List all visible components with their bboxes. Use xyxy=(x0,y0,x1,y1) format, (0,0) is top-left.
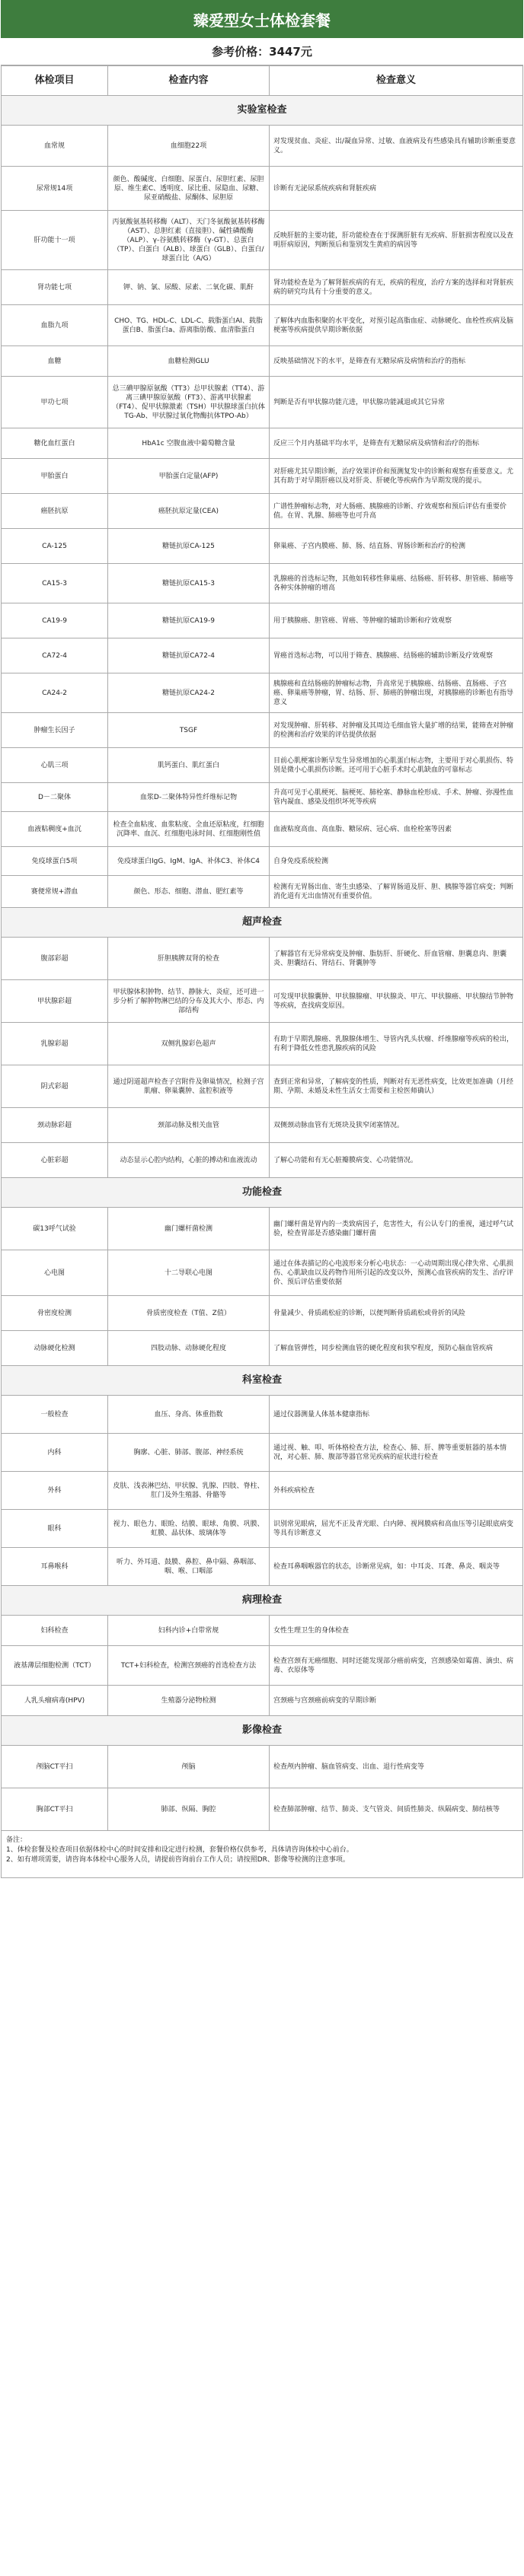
table-row xyxy=(2,377,523,428)
section-title: 实验室检查 xyxy=(2,96,523,126)
item-content: 肝胆胰脾双肾的检查 xyxy=(108,938,270,980)
item-content: 颈部动脉及相关血管 xyxy=(108,1108,270,1143)
table-row xyxy=(2,1023,523,1065)
item-name: 妇科检查 xyxy=(2,1616,108,1646)
item-content: 听力、外耳道、鼓膜、鼻腔、鼻中隔、鼻咽部、咽、喉、口咽部 xyxy=(108,1548,270,1586)
item-meaning: 宫颈癌与宫颈癌前病变的早期诊断 xyxy=(270,1686,523,1716)
footnote-line: 1、体检套餐及检查项目依据体检中心的时间安排和设定进行检测，套餐价格仅供参考，具体请咨询体检中心前台。 xyxy=(6,1846,353,1854)
table-row xyxy=(2,428,523,459)
item-name: 心电图 xyxy=(2,1250,108,1296)
table-row xyxy=(2,494,523,529)
item-content: 血糖检测GLU xyxy=(108,346,270,377)
item-name: 胸部CT平扫 xyxy=(2,1788,108,1831)
item-content: 颅脑 xyxy=(108,1746,270,1788)
item-meaning: 反应三个月内基础平均水平，是筛查有无糖尿病及病情和治疗的指标 xyxy=(270,428,523,459)
table-row xyxy=(2,270,523,305)
item-meaning: 可发现甲状腺囊肿、甲状腺腺瘤、甲状腺炎、甲亢、甲状腺癌、甲状腺结节肿物等疾病，查找病变原因。 xyxy=(270,980,523,1023)
item-name: 动脉硬化检测 xyxy=(2,1331,108,1366)
item-name: 血糖 xyxy=(2,346,108,377)
item-meaning: 反映基础情况下的水平，是筛查有无糖尿病及病情和治疗的指标 xyxy=(270,346,523,377)
section-header-row xyxy=(2,1366,523,1396)
table-row xyxy=(2,1686,523,1716)
section-title: 功能检查 xyxy=(2,1178,523,1208)
item-meaning: 广谱性肿瘤标志物，对大肠癌、胰腺癌的诊断、疗效观察和预后评估有重要价值。在胃、乳腺、肺癌等也可升高 xyxy=(270,494,523,529)
item-content: 生殖器分泌物检测 xyxy=(108,1686,270,1716)
item-name: CA15-3 xyxy=(2,564,108,603)
item-name: 颅脑CT平扫 xyxy=(2,1746,108,1788)
item-meaning: 有助于早期乳腺癌、乳腺腺体增生、导管内乳头状瘤、纤维腺瘤等疾病的检出，有利于降低女性患乳腺疾病的风险 xyxy=(270,1023,523,1065)
item-name: 免疫球蛋白5项 xyxy=(2,847,108,876)
item-content: 血细胞22项 xyxy=(108,126,270,167)
item-meaning: 通过在体表描记的心电波形来分析心电状态：一心动周期出现心律失常、心肌损伤、心肌缺血以及药物作用所引起的改变以外，预测心血管疾病的发生、治疗评价、预后评估重要依据 xyxy=(270,1250,523,1296)
table-row xyxy=(2,673,523,713)
table-row xyxy=(2,167,523,211)
item-name: 血常规 xyxy=(2,126,108,167)
item-meaning: 幽门螺杆菌是胃内的一类致病因子，危害性大，有公认专门的重视，通过呼气试验，检查胃部是否感染幽门螺杆菌 xyxy=(270,1208,523,1250)
item-name: 骨密度检测 xyxy=(2,1296,108,1331)
item-meaning: 目前心肌梗塞诊断早发生异常增加的心肌蛋白标志物，主要用于对心肌损伤、特别是微小心肌损伤诊断。还可用于心脏手术时心肌缺血的可靠标志 xyxy=(270,748,523,783)
item-meaning: 卵巢癌、子宫内膜癌、肺、肠、结直肠、胃肠诊断和治疗的检测 xyxy=(270,529,523,564)
item-content: 丙氨酸氨基转移酶（ALT）、天门冬氨酸氨基转移酶（AST）、总胆红素（直接胆）、碱性磷酸酶（ALP）、γ-谷氨酰转移酶（γ-GT）、总蛋白（TP）、白蛋白（ALB）、球蛋白（GLB）、白蛋白/球蛋白比（A/G） xyxy=(108,211,270,270)
table-row xyxy=(2,847,523,876)
table-row xyxy=(2,211,523,270)
reference-price: 参考价格：3447元 xyxy=(1,38,523,65)
item-content: 颜色、酸碱度、白细胞、尿蛋白、尿胆红素、尿胆原、维生素C、透明度、尿比重、尿隐血、尿糖、尿亚硝酸盐、尿酮体、尿胆原 xyxy=(108,167,270,211)
item-content: 颜色、形态、细胞、潜血、肥红素等 xyxy=(108,876,270,908)
item-meaning: 用于胰腺癌、胆管癌、胃癌、等肿瘤的辅助诊断和疗效观察 xyxy=(270,603,523,638)
item-content: 皮肤、浅表淋巴结、甲状腺、乳腺、四肢、脊柱、肛门及外生殖器、骨骼等 xyxy=(108,1472,270,1510)
item-content: 肺部、纵隔、胸腔 xyxy=(108,1788,270,1831)
item-meaning: 了解器官有无异常病变及肿瘤、脂肪肝、肝硬化、肝血管瘤、胆囊息肉、胆囊炎、胆囊结石、肾结石、肾囊肿等 xyxy=(270,938,523,980)
table-row xyxy=(2,1548,523,1586)
table-row xyxy=(2,1296,523,1331)
item-name: 内科 xyxy=(2,1434,108,1472)
item-content: 甲状腺体积肿物、结节、静脉大、炎症，还可进一步分析了解肿物淋巴结的分布及其大小、形态、内部结构 xyxy=(108,980,270,1023)
item-meaning: 查到正常和异常，了解病变的性质，判断对有无恶性病变，比效更加准确（月经期、孕期、未婚及未性生活女士需要和主检医师确认） xyxy=(270,1065,523,1108)
item-content: CHO、TG、HDL-C、LDL-C、载脂蛋白AI、载脂蛋白B、脂蛋白a、游离脂肪酸、血清脂蛋白 xyxy=(108,305,270,346)
item-content: 肌钙蛋白、肌红蛋白 xyxy=(108,748,270,783)
item-content: 检查全血粘度、血浆粘度、全血还原粘度，红细胞沉降率、血沉、红细胞电泳时间、红细胞刚性值 xyxy=(108,812,270,847)
item-meaning: 检查肺部肿瘤、结节、肺炎、支气管炎、间质性肺炎、纵隔病变、肺结核等 xyxy=(270,1788,523,1831)
item-meaning: 乳腺癌的首选标记物，其他如转移性卵巢癌、结肠癌、肝转移、胆管癌、肺癌等各种实体肿瘤的增高 xyxy=(270,564,523,603)
item-meaning: 胰腺癌和直结肠癌的肿瘤标志物，升高常见于胰腺癌、结肠癌、直肠癌、子宫癌、卵巢癌等肿瘤，胃、结肠、肝、肺癌的肿瘤出现，对胰腺癌的诊断也有指导意义 xyxy=(270,673,523,713)
item-name: 碳13呼气试验 xyxy=(2,1208,108,1250)
item-content: 双侧乳腺彩色超声 xyxy=(108,1023,270,1065)
item-name: 一般检查 xyxy=(2,1396,108,1434)
footnote xyxy=(1,1831,523,1878)
item-meaning: 检查颅内肿瘤、脑血管病变、出血、退行性病变等 xyxy=(270,1746,523,1788)
item-name: CA19-9 xyxy=(2,603,108,638)
item-meaning: 诊断有无泌尿系统疾病和肾脏疾病 xyxy=(270,167,523,211)
item-meaning: 检查宫颈有无癌细胞、同时还能发现部分癌前病变，宫颈感染如霉菌、滴虫、病毒、衣原体等 xyxy=(270,1646,523,1686)
item-content: 糖链抗原CA-125 xyxy=(108,529,270,564)
item-meaning: 了解体内血脂积聚的水平变化，对预引起高脂血症、动脉硬化、血栓性疾病及脑梗塞等疾病提供早期诊断依据 xyxy=(270,305,523,346)
item-content: TCT+妇科检查，检测宫颈癌的首选检查方法 xyxy=(108,1646,270,1686)
item-name: 眼科 xyxy=(2,1510,108,1548)
item-content: 血浆D-二聚体特异性纤维标记物 xyxy=(108,783,270,812)
item-name: 腹部彩超 xyxy=(2,938,108,980)
table-row xyxy=(2,1472,523,1510)
table-row xyxy=(2,1746,523,1788)
item-meaning: 外科疾病检查 xyxy=(270,1472,523,1510)
section-title: 科室检查 xyxy=(2,1366,523,1396)
item-name: 乳腺彩超 xyxy=(2,1023,108,1065)
table-row xyxy=(2,126,523,167)
table-row xyxy=(2,603,523,638)
header-content: 检查内容 xyxy=(108,66,270,96)
section-header-row xyxy=(2,908,523,938)
item-name: 人乳头瘤病毒(HPV) xyxy=(2,1686,108,1716)
item-meaning: 对肝癌尤其早期诊断，治疗效果评价和预测复发中的诊断和观察有重要意义。尤其有助于对早期肝癌以及对肝炎、肝硬化等疾病作为早期发现的提示。 xyxy=(270,459,523,494)
item-meaning: 血液粘度高血、高血脂、糖尿病、冠心病、血栓栓塞等因素 xyxy=(270,812,523,847)
item-name: 血液粘稠度+血沉 xyxy=(2,812,108,847)
table-row xyxy=(2,713,523,748)
item-name: 甲功七项 xyxy=(2,377,108,428)
item-content: 糖链抗原CA24-2 xyxy=(108,673,270,713)
item-meaning: 胃癌首选标志物，可以用于筛查、胰腺癌、结肠癌的辅助诊断及疗效观察 xyxy=(270,638,523,673)
item-content: 幽门螺杆菌检测 xyxy=(108,1208,270,1250)
header-meaning: 检查意义 xyxy=(270,66,523,96)
item-name: 甲状腺彩超 xyxy=(2,980,108,1023)
item-meaning: 双侧颈动脉血管有无斑块及狭窄闭塞情况。 xyxy=(270,1108,523,1143)
item-name: CA24-2 xyxy=(2,673,108,713)
item-name: 外科 xyxy=(2,1472,108,1510)
table-row xyxy=(2,1143,523,1178)
section-header-row xyxy=(2,96,523,126)
item-content: 动态显示心腔内结构，心脏的搏动和血液流动 xyxy=(108,1143,270,1178)
item-content: 总三碘甲腺原氨酸（TT3）总甲状腺素（TT4）、游离三碘甲腺原氨酸（FT3）、游离甲状腺素（FT4）、促甲状腺激素（TSH）甲状腺球蛋白抗体TG-Ab、甲状腺过氧化物酶抗体TPO-Ab） xyxy=(108,377,270,428)
item-content: 钾、钠、氯、尿酸、尿素、二氧化碳、肌酐 xyxy=(108,270,270,305)
item-content: 甲胎蛋白定量(AFP) xyxy=(108,459,270,494)
header-item: 体检项目 xyxy=(2,66,108,96)
item-name: 阴式彩超 xyxy=(2,1065,108,1108)
item-meaning: 升高可见于心肌梗死、脑梗死、肺栓塞、静脉血栓形成、手术、肿瘤、弥漫性血管内凝血、感染及组织坏死等疾病 xyxy=(270,783,523,812)
item-content: HbA1c 空腹血液中葡萄糖含量 xyxy=(108,428,270,459)
table-row xyxy=(2,564,523,603)
item-content: 糖链抗原CA15-3 xyxy=(108,564,270,603)
item-meaning: 肾功能检查是为了解肾脏疾病的有无，疾病的程度，治疗方案的选择和对肾脏疾病的研究均具有十分重要的意义。 xyxy=(270,270,523,305)
section-header-row xyxy=(2,1586,523,1616)
table-row xyxy=(2,346,523,377)
checkup-table xyxy=(1,65,523,1831)
table-row xyxy=(2,1788,523,1831)
section-title: 超声检查 xyxy=(2,908,523,938)
item-content: 癌胚抗原定量(CEA) xyxy=(108,494,270,529)
table-row xyxy=(2,305,523,346)
section-title: 影像检查 xyxy=(2,1716,523,1746)
item-content: 十二导联心电图 xyxy=(108,1250,270,1296)
table-row xyxy=(2,1434,523,1472)
item-meaning: 通过视、触、叩、听体格检查方法，检查心、肺、肝、脾等重要脏器的基本情况，对心脏、肺、腹部等器官常见疾病的症状进行检查 xyxy=(270,1434,523,1472)
item-name: 甲胎蛋白 xyxy=(2,459,108,494)
table-header-row xyxy=(2,66,523,96)
table-row xyxy=(2,529,523,564)
item-name: 颈动脉彩超 xyxy=(2,1108,108,1143)
section-header-row xyxy=(2,1716,523,1746)
table-row xyxy=(2,1250,523,1296)
item-content: 妇科内诊+白带常规 xyxy=(108,1616,270,1646)
table-row xyxy=(2,748,523,783)
table-row xyxy=(2,459,523,494)
item-meaning: 反映肝脏的主要功能，肝功能检查在于探测肝脏有无疾病、肝脏损害程度以及查明肝病原因，判断预后和鉴别发生黄疸的病因等 xyxy=(270,211,523,270)
item-name: CA72-4 xyxy=(2,638,108,673)
footnote-title: 备注： xyxy=(6,1836,27,1844)
item-content: 糖链抗原CA72-4 xyxy=(108,638,270,673)
table-row xyxy=(2,1616,523,1646)
item-name: 血脂九项 xyxy=(2,305,108,346)
item-meaning: 了解心功能和有无心脏瓣膜病变、心功能情况。 xyxy=(270,1143,523,1178)
item-content: 胸廓、心脏、肺部、腹部、神经系统 xyxy=(108,1434,270,1472)
item-meaning: 识别常见眼病，屈光不正及青光眼、白内障、视网膜病和高血压等引起眼底病变等具有诊断意义 xyxy=(270,1510,523,1548)
item-name: 肾功能七项 xyxy=(2,270,108,305)
item-name: 癌胚抗原 xyxy=(2,494,108,529)
item-meaning: 女性生理卫生的身体检查 xyxy=(270,1616,523,1646)
item-name: 心脏彩超 xyxy=(2,1143,108,1178)
item-name: 肿瘤生长因子 xyxy=(2,713,108,748)
item-meaning: 检查耳鼻咽喉器官的状态，诊断常见病，如：中耳炎、耳聋、鼻炎、咽炎等 xyxy=(270,1548,523,1586)
section-header-row xyxy=(2,1178,523,1208)
table-row xyxy=(2,638,523,673)
item-content: 视力、眼色力、眼睑、结膜、眼球、角膜、巩膜、虹膜、晶状体、玻璃体等 xyxy=(108,1510,270,1548)
item-content: 四肢动脉、动脉硬化程度 xyxy=(108,1331,270,1366)
item-name: 心肌三项 xyxy=(2,748,108,783)
item-name: 肝功能十一项 xyxy=(2,211,108,270)
item-name: 赛便常规+潜血 xyxy=(2,876,108,908)
footnote-line: 2、如有增项需要，请咨询本体检中心服务人员，请提前咨询前台工作人员；请按照DR、影像等检测的注意事项。 xyxy=(6,1856,350,1864)
item-meaning: 了解血管弹性，同步检测血管的硬化程度和狭窄程度，预防心脑血管疾病 xyxy=(270,1331,523,1366)
item-content: 骨质密度检查（T值、Z值） xyxy=(108,1296,270,1331)
table-row xyxy=(2,1065,523,1108)
table-row xyxy=(2,980,523,1023)
item-content: 糖链抗原CA19-9 xyxy=(108,603,270,638)
item-meaning: 对发现贫血、炎症、出/凝血异常、过敏、血液病及有些感染具有辅助诊断重要意义。 xyxy=(270,126,523,167)
item-name: 耳鼻喉科 xyxy=(2,1548,108,1586)
item-content: 血压、身高、体重指数 xyxy=(108,1396,270,1434)
page-title: 臻爱型女士体检套餐 xyxy=(1,0,523,38)
item-meaning: 自身免疫系统检测 xyxy=(270,847,523,876)
item-content: TSGF xyxy=(108,713,270,748)
item-meaning: 检测有无胃肠出血、寄生虫感染、了解胃肠道及肝、胆、胰腺等器官病变；判断消化道有无出血情况有重要价值。 xyxy=(270,876,523,908)
item-meaning: 通过仪器测量人体基本健康指标 xyxy=(270,1396,523,1434)
table-row xyxy=(2,1510,523,1548)
table-row xyxy=(2,876,523,908)
item-name: CA-125 xyxy=(2,529,108,564)
item-content: 免疫球蛋白IgG、IgM、IgA、补体C3、补体C4 xyxy=(108,847,270,876)
table-row xyxy=(2,1108,523,1143)
table-row xyxy=(2,938,523,980)
table-body xyxy=(2,96,523,1831)
item-meaning: 骨量减少、骨质疏松症的诊断，以便判断骨质疏松或骨折的风险 xyxy=(270,1296,523,1331)
table-row xyxy=(2,1646,523,1686)
section-title: 病理检查 xyxy=(2,1586,523,1616)
item-name: 尿常规14项 xyxy=(2,167,108,211)
item-content: 通过阴道超声检查子宫附件及卵巢情况，检测子宫肌瘤、卵巢囊肿、盆腔积液等 xyxy=(108,1065,270,1108)
item-name: 液基薄层细胞检测（TCT） xyxy=(2,1646,108,1686)
table-row xyxy=(2,1208,523,1250)
item-name: D－二聚体 xyxy=(2,783,108,812)
table-row xyxy=(2,783,523,812)
table-row xyxy=(2,1396,523,1434)
item-name: 糖化血红蛋白 xyxy=(2,428,108,459)
table-row xyxy=(2,812,523,847)
item-meaning: 对发现肿瘤、肝转移、对肿瘤及其周边毛细血管大量扩增的结果，能筛查对肿瘤的检测和治疗效果的评估提供依据 xyxy=(270,713,523,748)
item-meaning: 判断是否有甲状腺功能亢进，甲状腺功能减退或其它异常 xyxy=(270,377,523,428)
table-row xyxy=(2,1331,523,1366)
